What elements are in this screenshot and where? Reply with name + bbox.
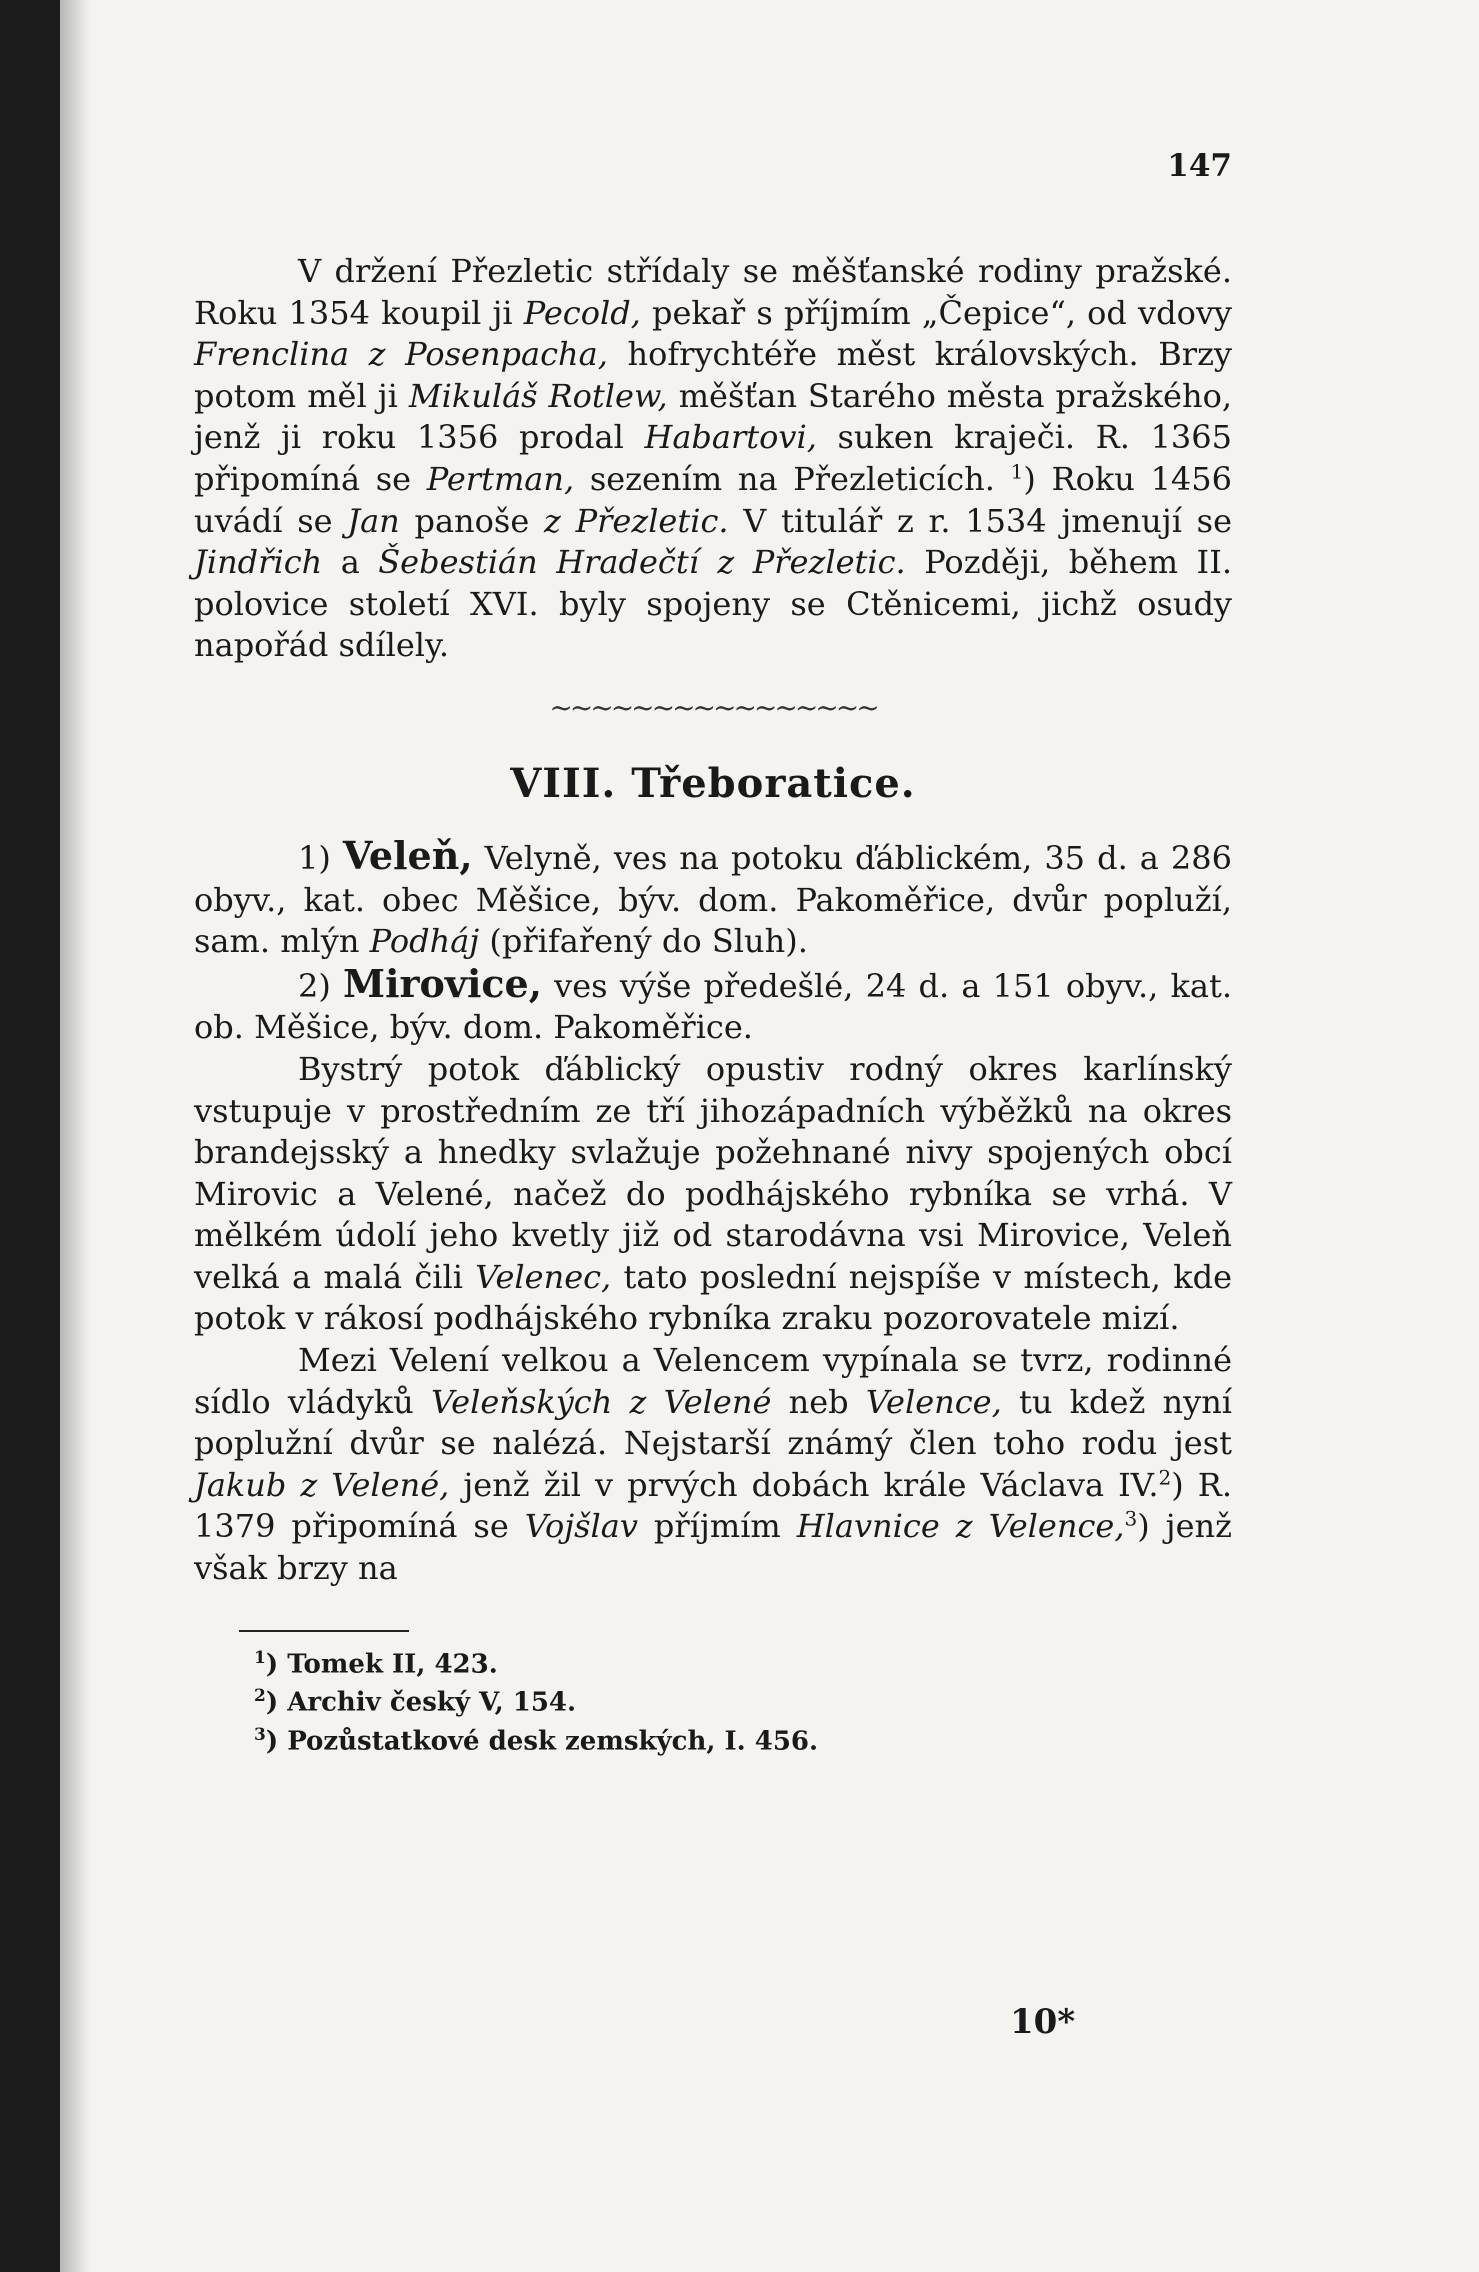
italic-name: Jan — [347, 501, 400, 540]
text-run: V titulář z r. 1534 jmenují se — [728, 501, 1233, 540]
footnote-ref: 2 — [1158, 1465, 1172, 1490]
text-run: (přifařený do Sluh). — [479, 922, 808, 961]
text-run: ) Roku 1456 uvádí se — [194, 459, 1233, 540]
text-run: a — [322, 543, 379, 582]
entry-mirovice — [194, 960, 1232, 1049]
italic-name: Velence, — [865, 1382, 1002, 1421]
italic-name: Hlavnice z Velence, — [796, 1507, 1125, 1546]
italic-name: Vojšlav — [524, 1507, 638, 1546]
text-run: Velyně, ves na potoku ďáblickém, 35 d. a 286 obyv., kat. obec Měšice, býv. dom. Pakoměřice, dvůr popluží, sam. mlýn — [194, 838, 1233, 961]
paragraph-potok — [194, 1049, 1232, 1340]
italic-name: Šebestián Hradečtí z Přezletic. — [378, 543, 906, 582]
italic-name: Jakub z Velené, — [194, 1465, 450, 1504]
text-run: Mezi Velení velkou a Velencem vypínala se tvrz, rodinné sídlo vládyků — [194, 1341, 1232, 1421]
italic-name: Jindřich — [194, 543, 323, 582]
italic-name: Pertman, — [426, 459, 575, 498]
entry-velen — [194, 832, 1233, 963]
signature-mark: 10* — [1010, 2002, 1076, 2042]
footnote-ref: 1 — [1010, 459, 1024, 484]
paragraph-tvrz — [194, 1340, 1232, 1590]
intro-paragraph — [194, 251, 1232, 667]
footnote: $^3$) Pozůstatkové desk zemských, I. 456. — [254, 1724, 819, 1757]
text-run: hofrychtéře měst královských. Brzy potom měl ji — [194, 335, 1233, 415]
italic-name: Frenclina z Posenpacha, — [194, 335, 608, 374]
text-run: příjmím — [637, 1507, 797, 1546]
text-run: ) R. 1379 připomíná se — [194, 1465, 1233, 1546]
italic-name: Mikuláš Rotlew, — [408, 376, 668, 415]
italic-name: Pecold, — [523, 293, 641, 332]
text-run: jenž žil v prvých dobách krále Václava IV. — [449, 1465, 1159, 1504]
text-run: měšťan Starého města pražského, jenž ji roku 1356 prodal — [194, 376, 1233, 457]
italic-name: Velenec, — [475, 1257, 612, 1296]
text-run: tu kdež nyní poplužní dvůr se nalézá. Nejstarší známý člen toho rodu jest — [194, 1382, 1233, 1463]
page-number: 147 — [1167, 148, 1232, 184]
text-run: 1) — [298, 838, 343, 877]
section-ornament: ~~~~~~~~~~~~~~~~ — [549, 690, 877, 724]
text-run: tato poslední nejspíše v místech, kde potok v rákosí podhájského rybníka zraku pozorovatele mizí. — [194, 1257, 1233, 1338]
text-run: Bystrý potok ďáblický opustiv rodný okres karlínský vstupuje v prostředním ze tří jihozápadních výběžků na okres brandejsský a hnedky svlažuje požehnané nivy spojených obcí Mirovic a Velené, načež do podhájského rybníka se vrhá. V mělkém údolí jeho kvetly již od starodávna vsi Mirovice, Veleň velká a malá čili — [194, 1049, 1232, 1296]
text-run: Později, během II. polovice století XVI. byly spojeny se Ctěnicemi, jichž osudy napořád sdílely. — [194, 543, 1233, 665]
chapter-title: VIII. Třeboratice. — [510, 759, 916, 807]
footnote-rule — [239, 1630, 409, 1632]
text-run: panoše — [399, 501, 544, 540]
entry-heading: Mirovice, — [343, 960, 542, 1006]
footnote: $^2$) Archiv český V, 154. — [254, 1686, 577, 1718]
text-run: ves výše předešlé, 24 d. a 151 obyv., kat. ob. Měšice, býv. dom. Pakoměřice. — [194, 966, 1232, 1047]
italic-name: z Přezletic. — [544, 501, 729, 540]
entry-heading: Veleň, — [342, 832, 473, 878]
italic-name: Veleňských z Velené — [431, 1382, 772, 1421]
italic-name: Podháj — [369, 922, 480, 961]
text-run: V držení Přezletic střídaly se měšťanské rodiny pražské. Roku 1354 koupil ji — [194, 252, 1232, 332]
text-run: 2) — [298, 966, 344, 1005]
page-content — [194, 150, 1232, 1758]
footnotes — [254, 1642, 1232, 1758]
text-run: neb — [771, 1382, 866, 1421]
text-run: pekař s příjmím „Čepice“, od vdovy — [640, 293, 1232, 332]
text-run: ) jenž však brzy na — [194, 1507, 1233, 1588]
italic-name: Habartovi, — [644, 418, 817, 457]
text-run: sezením na Přezleticích. — [574, 459, 1011, 498]
text-run: suken kraječi. R. 1365 připomíná se — [194, 418, 1233, 498]
footnote-ref: 3 — [1124, 1506, 1138, 1531]
footnote: $^1$) Tomek II, 423. — [254, 1647, 498, 1680]
page-edge-shadow — [60, 0, 90, 2272]
